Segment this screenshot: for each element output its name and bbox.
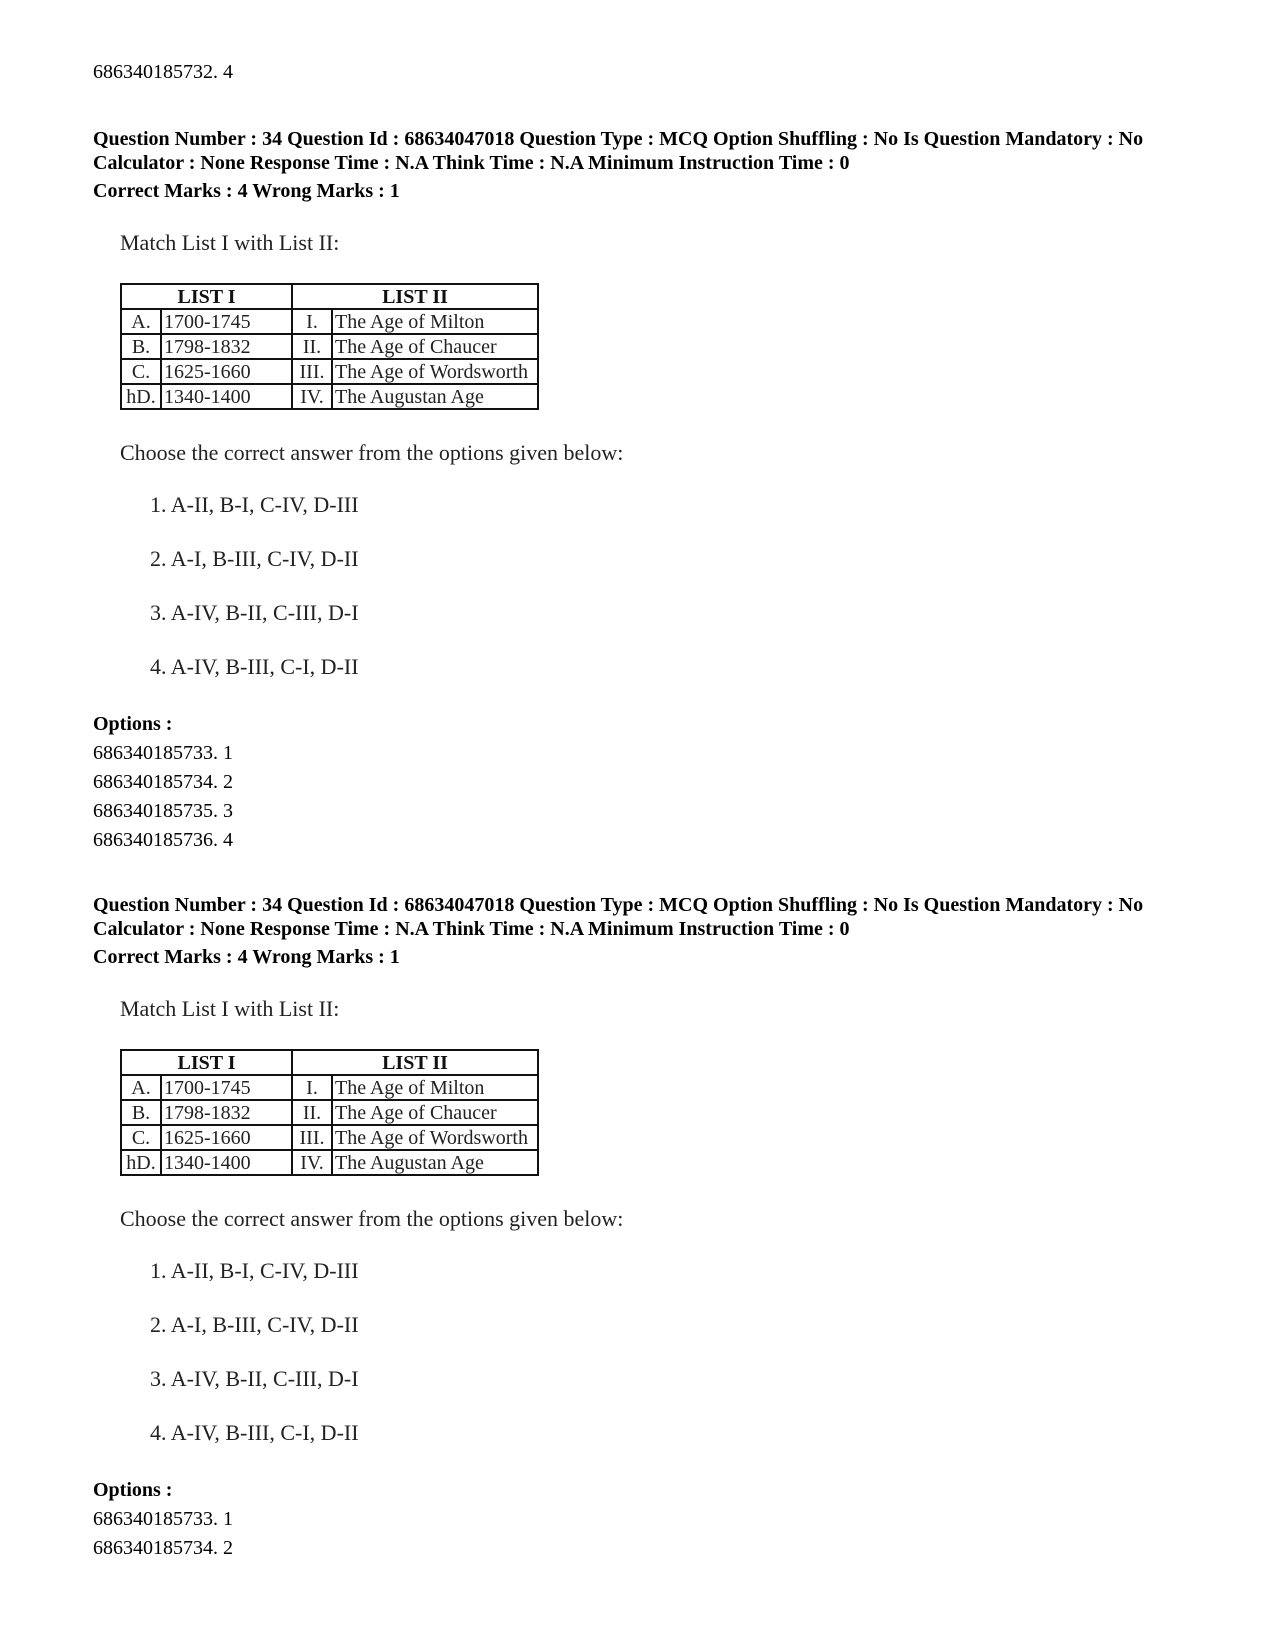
table-header-row: [121, 284, 538, 309]
list-one-letter: B.: [121, 334, 161, 359]
list-two-value: The Augustan Age: [332, 1150, 538, 1175]
answer-instruction: Choose the correct answer from the options given below:: [120, 440, 624, 465]
option-line: 686340185735. 3: [93, 800, 233, 822]
list-two-header: LIST II: [292, 284, 538, 309]
list-one-header: LIST I: [121, 1050, 292, 1075]
list-two-value: The Age of Wordsworth: [332, 359, 538, 384]
list-one-letter: C.: [121, 1125, 161, 1150]
choice-item: 2. A-I, B-III, C-IV, D-II: [150, 546, 359, 571]
list-one-value: 1700-1745: [161, 309, 292, 334]
list-one-letter: A.: [121, 309, 161, 334]
choice-item: 4. A-IV, B-III, C-I, D-II: [150, 1420, 359, 1445]
list-one-letter: A.: [121, 1075, 161, 1100]
list-two-value: The Age of Chaucer: [332, 334, 538, 359]
question-prompt: Match List I with List II:: [120, 996, 340, 1021]
list-one-header: LIST I: [121, 284, 292, 309]
list-two-numeral: I.: [292, 1075, 332, 1100]
table-row: [121, 1100, 538, 1125]
list-two-value: The Age of Wordsworth: [332, 1125, 538, 1150]
match-table: [120, 283, 539, 410]
option-line: 686340185736. 4: [93, 829, 233, 851]
table-row: [121, 1075, 538, 1100]
list-one-value: 1340-1400: [161, 384, 292, 409]
list-one-letter: hD.: [121, 1150, 161, 1175]
match-table: [120, 1049, 539, 1176]
question-header: Question Number : 34 Question Id : 68634047018 Question Type : MCQ Option Shuffling : No Is Question Mandatory : No Calculator : None Response Time : N.A Think Time : N.A Minimum Instruction Time : 0: [93, 894, 1144, 940]
list-one-letter: hD.: [121, 384, 161, 409]
list-two-numeral: I.: [292, 309, 332, 334]
option-line: 686340185734. 2: [93, 1537, 233, 1559]
choice-item: 3. A-IV, B-II, C-III, D-I: [150, 600, 359, 625]
option-line: 686340185733. 1: [93, 742, 233, 764]
table-header-row: [121, 1050, 538, 1075]
list-two-numeral: II.: [292, 334, 332, 359]
list-two-value: The Augustan Age: [332, 384, 538, 409]
choice-item: 1. A-II, B-I, C-IV, D-III: [150, 492, 359, 517]
list-two-numeral: II.: [292, 1100, 332, 1125]
table-row: [121, 359, 538, 384]
question-prompt: Match List I with List II:: [120, 230, 340, 255]
list-one-letter: B.: [121, 1100, 161, 1125]
list-two-value: The Age of Milton: [332, 309, 538, 334]
list-one-value: 1340-1400: [161, 1150, 292, 1175]
list-two-numeral: III.: [292, 1125, 332, 1150]
question-header: Question Number : 34 Question Id : 68634047018 Question Type : MCQ Option Shuffling : No Is Question Mandatory : No Calculator : None Response Time : N.A Think Time : N.A Minimum Instruction Time : 0: [93, 128, 1144, 174]
list-two-value: The Age of Milton: [332, 1075, 538, 1100]
list-one-value: 1625-1660: [161, 1125, 292, 1150]
marks-line: Correct Marks : 4 Wrong Marks : 1: [93, 180, 400, 202]
choice-item: 3. A-IV, B-II, C-III, D-I: [150, 1366, 359, 1391]
option-line: 686340185734. 2: [93, 771, 233, 793]
answer-instruction: Choose the correct answer from the options given below:: [120, 1206, 624, 1231]
list-two-header: LIST II: [292, 1050, 538, 1075]
choice-item: 2. A-I, B-III, C-IV, D-II: [150, 1312, 359, 1337]
list-one-letter: C.: [121, 359, 161, 384]
option-line: 686340185733. 1: [93, 1508, 233, 1530]
marks-line: Correct Marks : 4 Wrong Marks : 1: [93, 946, 400, 968]
table-row: [121, 384, 538, 409]
table-row: [121, 309, 538, 334]
choice-item: 4. A-IV, B-III, C-I, D-II: [150, 654, 359, 679]
list-two-value: The Age of Chaucer: [332, 1100, 538, 1125]
list-one-value: 1798-1832: [161, 334, 292, 359]
choice-item: 1. A-II, B-I, C-IV, D-III: [150, 1258, 359, 1283]
options-label: Options :: [93, 713, 173, 735]
table-row: [121, 1125, 538, 1150]
list-two-numeral: IV.: [292, 384, 332, 409]
table-row: [121, 1150, 538, 1175]
options-label: Options :: [93, 1479, 173, 1501]
list-two-numeral: IV.: [292, 1150, 332, 1175]
list-one-value: 1700-1745: [161, 1075, 292, 1100]
list-two-numeral: III.: [292, 359, 332, 384]
table-row: [121, 334, 538, 359]
list-one-value: 1798-1832: [161, 1100, 292, 1125]
previous-option-line: 686340185732. 4: [93, 61, 233, 83]
list-one-value: 1625-1660: [161, 359, 292, 384]
